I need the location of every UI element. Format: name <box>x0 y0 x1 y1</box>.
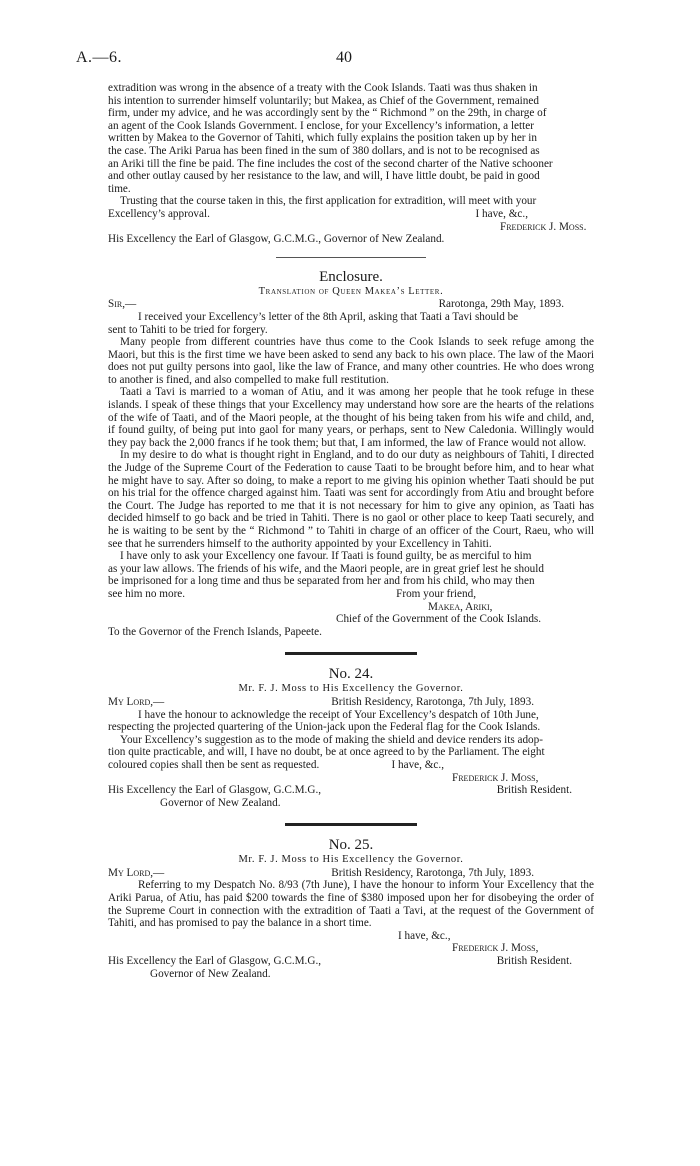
addressee-row <box>108 784 594 797</box>
text-line: written by Makea to the Governor of Tahiti, which fully explains the position taken up by her in <box>108 132 538 145</box>
closing-line: Trusting that the course taken in this, the first application for extradition, will meet with your <box>120 195 537 208</box>
page-body <box>108 82 594 980</box>
addressee: Governor of New Zealand. <box>150 967 271 980</box>
signature-title: British Resident. <box>496 784 572 797</box>
addressee: His Excellency the Earl of Glasgow, G.C.M.G., <box>108 955 322 968</box>
text-line: and other outlay caused by her resistance to the law, and will, I have little doubt, be paid in good <box>108 170 540 183</box>
paragraph: In my desire to do what is thought right in England, and to do our duty as neighbours of Tahiti, I directed the Judge of the Supreme Court of the Federation to cause Taati to be brought before him, and to hear what he might have to say. After so doing, to make a report to me giving his opinion whether Taati should be put on his trial for the offence charged against him. Taati was sent for accordingly from Atiu and brought before the Court. The Judge has reported to me that it is not necessary for him to give any opinion, as Taati has decided himself to go back and be tried in Tahiti. There is no gaol or other place to keep Taati securely, and he is waiting to be sent by the “ Richmond ” to Tahiti in charge of an officer of the Court, Raeu, who will see that he surrenders himself to the authority appointed by your Excellency in Tahiti. <box>108 449 594 550</box>
signature-name: Frederick J. Moss, <box>452 942 539 955</box>
salutation-row <box>108 867 594 880</box>
signature-title: Chief of the Government of the Cook Islands. <box>336 613 542 626</box>
addressee: Governor of New Zealand. <box>160 796 281 809</box>
letter-number-heading: No. 25. <box>328 837 374 854</box>
signature <box>108 772 594 785</box>
letter-subheading: Mr. F. J. Moss to His Excellency the Governor. <box>238 683 464 695</box>
page-header <box>0 49 700 76</box>
salutation: Sir,— <box>108 298 137 311</box>
section-divider <box>276 257 426 258</box>
text-line: an agent of the Cook Islands Government. I enclose, for your Excellency’s information, a letter <box>108 119 534 132</box>
paragraph: respecting the projected quartering of the Union-jack upon the Federal flag for the Cook Islands. <box>108 721 541 734</box>
text-line: time. <box>108 182 131 195</box>
place-date: British Residency, Rarotonga, 7th July, 1893. <box>331 695 534 708</box>
letter-subheading: Mr. F. J. Moss to His Excellency the Governor. <box>238 854 464 866</box>
closing-line: Excellency’s approval. <box>108 207 210 220</box>
salutation-row <box>108 696 594 709</box>
signature <box>108 221 594 234</box>
text-line: an Ariki till the fine be paid. The fine includes the cost of the second charter of the Native schooner <box>108 157 553 170</box>
closing-formula: I have, &c., <box>398 929 451 942</box>
signature-title: British Resident. <box>496 955 572 968</box>
document-reference: A.—6. <box>76 49 123 66</box>
text-line: extradition was wrong in the absence of a treaty with the Cook Islands. Taati was thus shaken in <box>108 82 538 94</box>
paragraph: I have the honour to acknowledge the receipt of Your Excellency’s despatch of 10th June, <box>138 708 539 721</box>
letter-number-heading: No. 24. <box>328 666 374 683</box>
enclosure-heading: Enclosure. <box>319 268 383 285</box>
salutation: My Lord,— <box>108 695 165 708</box>
addressee: His Excellency the Earl of Glasgow, G.C.M.G., Governor of New Zealand. <box>108 233 445 246</box>
paragraph: be imprisoned for a long time and thus be separated from her and from his child, who may then <box>108 575 535 588</box>
section-divider <box>285 652 417 655</box>
paragraph: Taati a Tavi is married to a woman of Atiu, and it was among her people that he took refuge in these islands. I speak of these things that your Excellency may understand how sore are the hearts of the relations of the wife of Taati, and of the Maori people, at the thought of his being taken from his wife and child, and, if found guilty, of being put into gaol for many years, or perhaps, sent to New Caledonia. Willingly would they pay back the 2,000 francs if he took them; but that, I am informed, the law of France would not allow. <box>108 386 594 449</box>
paragraph: Many people from different countries have thus come to the Cook Islands to seek refuge among the Maori, but this is the first time we have been asked to send any back to his own place. The law of the Maori does not put guilty persons into gaol, like the law of France, and many other countries. He who does wrong to another is fined, and also compelled to make full restitution. <box>108 336 594 386</box>
addressee: To the Governor of the French Islands, Papeete. <box>108 625 322 638</box>
text-line: his intention to surrender himself voluntarily; but Makea, as Chief of the Government, remained <box>108 94 539 107</box>
place-date: British Residency, Rarotonga, 7th July, 1893. <box>331 866 534 879</box>
closing-row <box>108 588 594 601</box>
addressee: His Excellency the Earl of Glasgow, G.C.M.G., <box>108 784 322 797</box>
paragraph: Referring to my Despatch No. 8/93 (7th June), I have the honour to inform Your Excellency that the Ariki Parua, of Atiu, has paid $200 towards the fine of $380 imposed upon her for disobeying the order of the Supreme Court in connection with the extradition of Taati a Tavi, at the request of the Government of Tahiti, and has promised to pay the balance in a short time. <box>108 879 594 930</box>
salutation-row <box>108 298 594 311</box>
text-line: the case. The Ariki Parua has been fined in the sum of 380 dollars, and is not to be recognised as <box>108 144 540 157</box>
paragraph: Your Excellency’s suggestion as to the mode of making the shield and device renders its adop- <box>120 733 543 746</box>
closing-row <box>108 759 594 772</box>
signature-name: Frederick J. Moss, <box>452 771 539 784</box>
paragraph: I have only to ask your Excellency one favour. If Taati is found guilty, be as merciful to him <box>120 550 532 563</box>
signature <box>108 942 594 955</box>
text-line: firm, under my advice, and he was accordingly sent by the “ Richmond ” on the 29th, in charge of <box>108 107 547 120</box>
closing-row <box>108 208 594 221</box>
closing-line: see him no more. <box>108 587 186 600</box>
closing-line: coloured copies shall then be sent as requested. <box>108 758 320 771</box>
page-number: 40 <box>336 49 352 66</box>
signature <box>108 601 594 614</box>
closing-formula: I have, &c., <box>475 207 528 220</box>
salutation: My Lord,— <box>108 866 165 879</box>
intro-paragraph <box>108 82 594 195</box>
paragraph: sent to Tahiti to be tried for forgery. <box>108 323 268 336</box>
paragraph: as your law allows. The friends of his wife, and the Maori people, are in great grief lest he should <box>108 562 544 575</box>
enclosure-subheading: Translation of Queen Makea’s Letter. <box>258 285 444 297</box>
section-divider <box>285 823 417 826</box>
paragraph: I received your Excellency’s letter of the 8th April, asking that Taati a Tavi should be <box>138 310 519 323</box>
addressee-row <box>108 955 594 968</box>
signature-name: Makea, Ariki, <box>428 600 493 613</box>
place-date: Rarotonga, 29th May, 1893. <box>438 298 564 311</box>
closing-formula: From your friend, <box>396 587 476 600</box>
paragraph: tion quite practicable, and will, I have no doubt, be at once agreed to by the Parliament. The eight <box>108 746 545 759</box>
signature-name: Frederick J. Moss. <box>500 220 587 233</box>
closing-formula: I have, &c., <box>391 758 444 771</box>
